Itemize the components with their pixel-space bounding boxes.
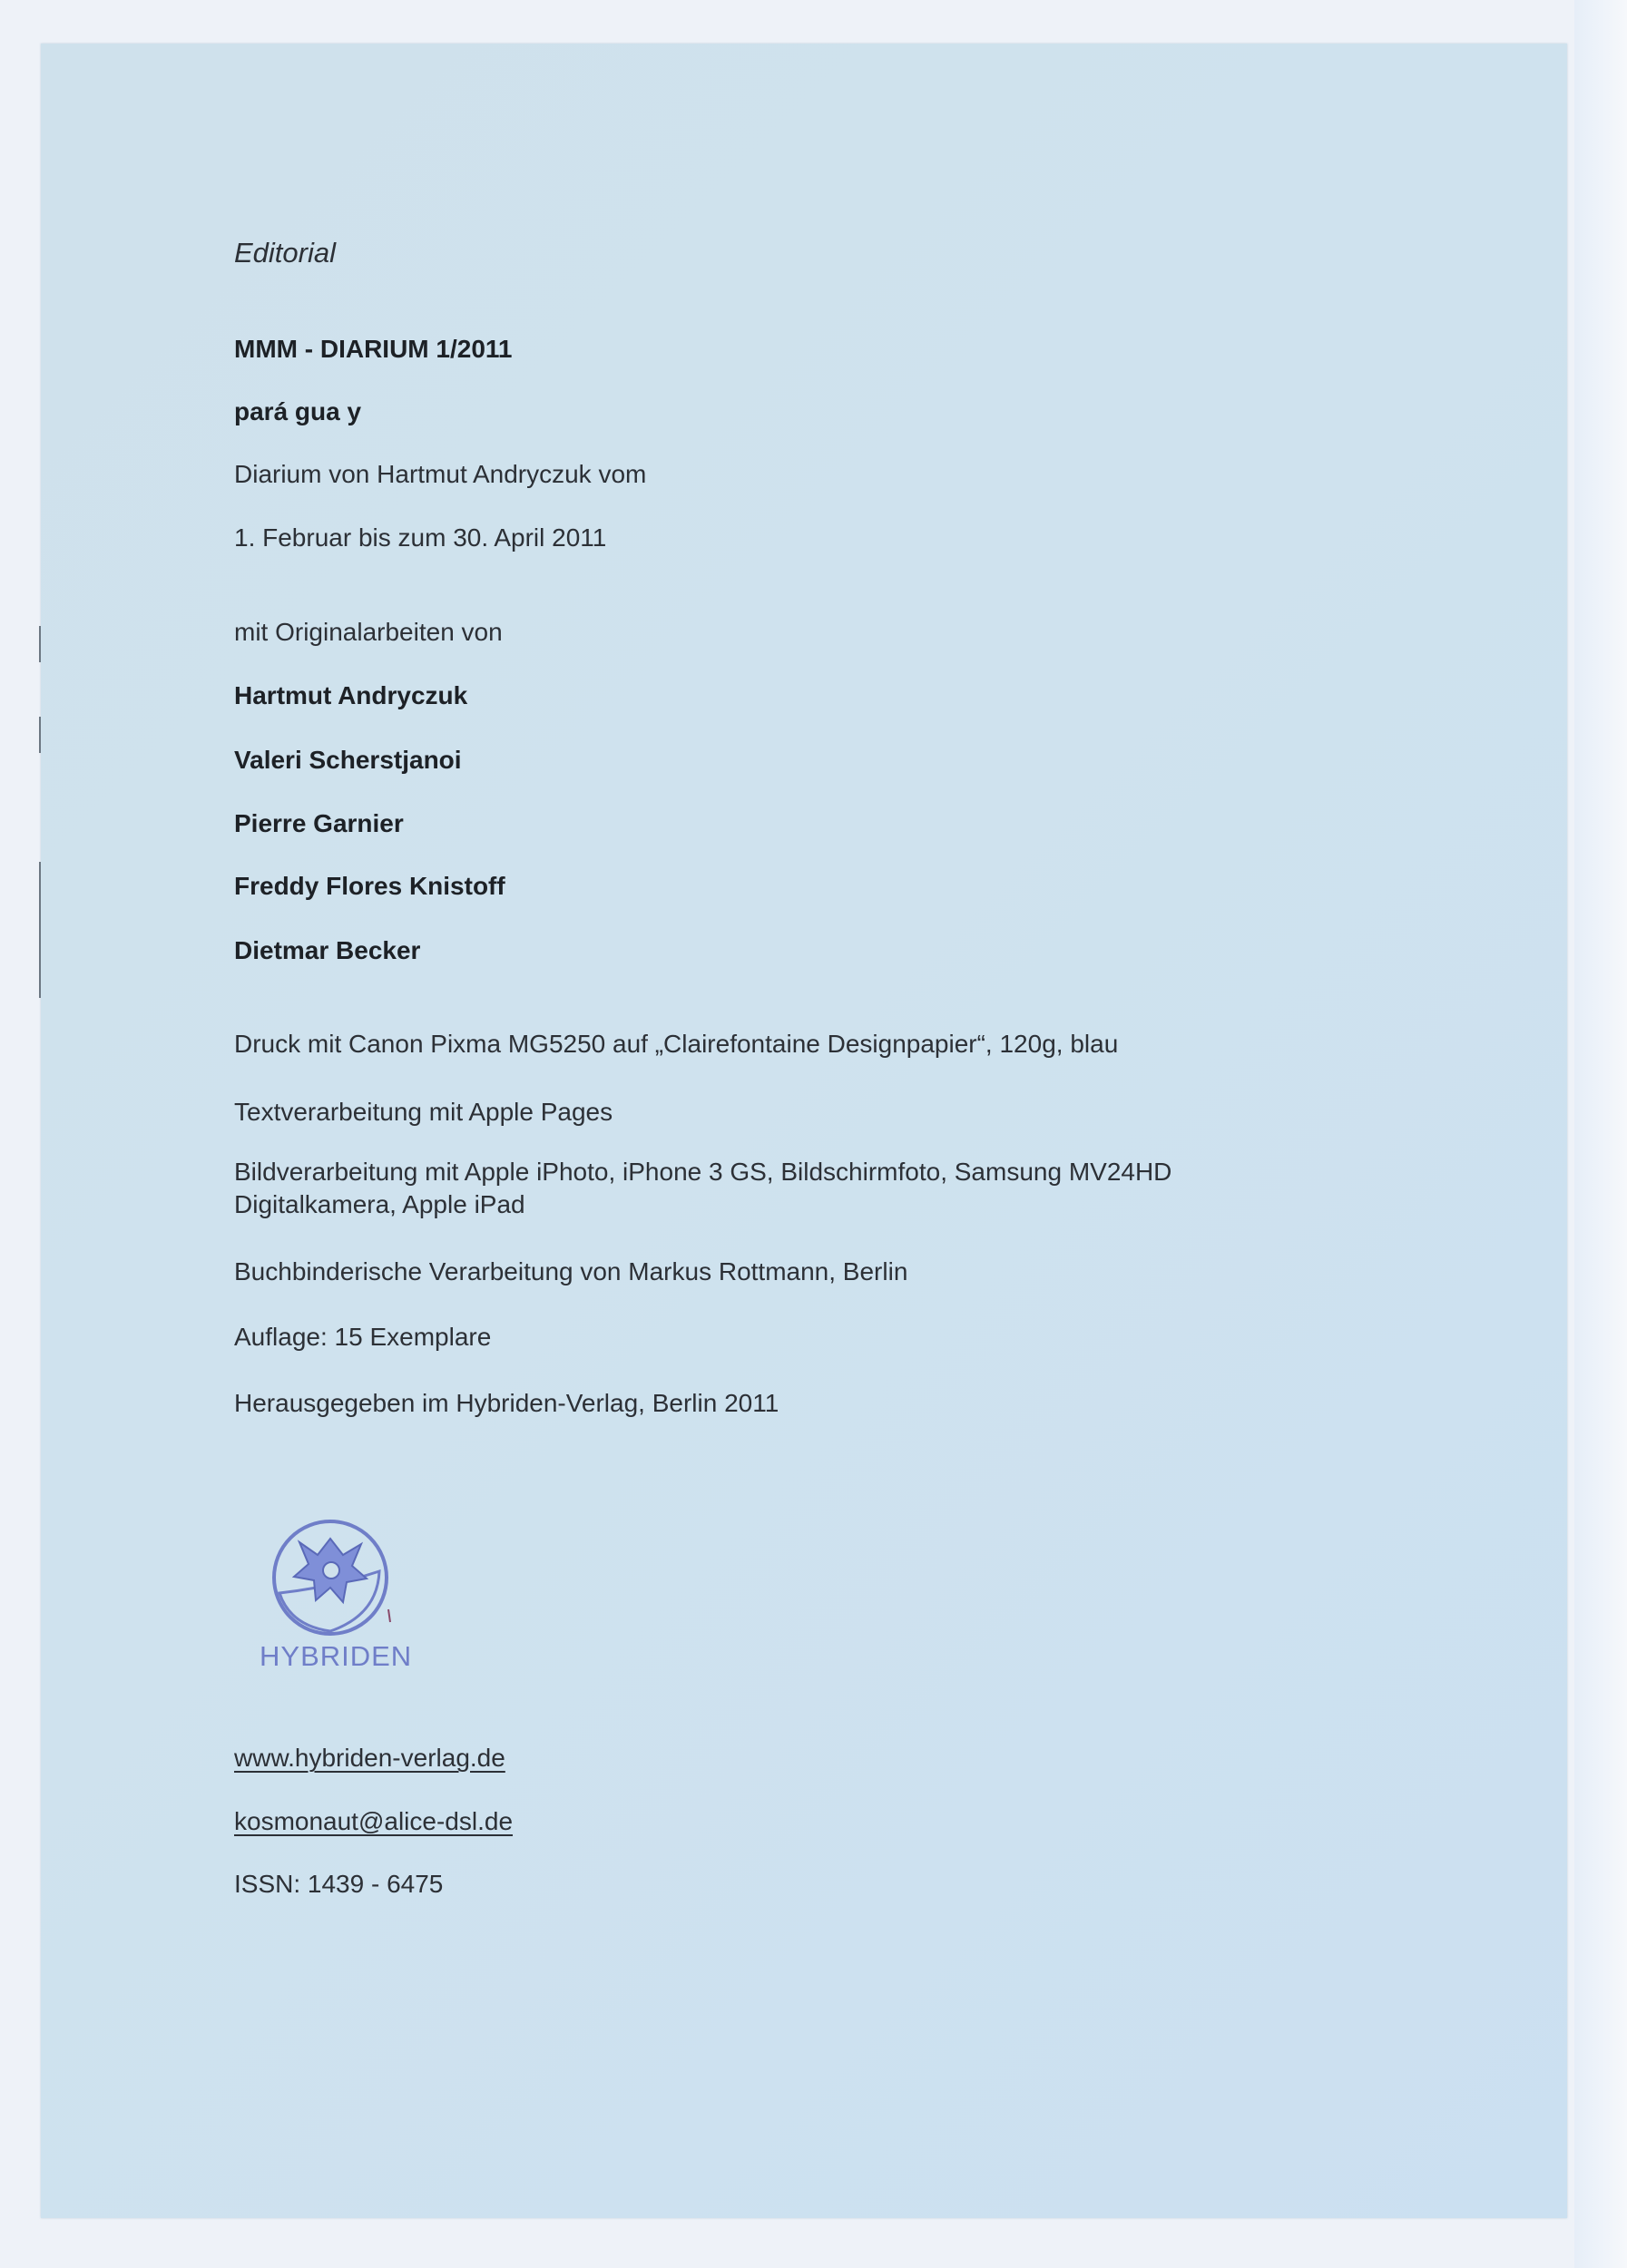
publisher-info: Herausgegeben im Hybriden-Verlag, Berlin 2011 [234,1389,779,1417]
binding-mark [39,717,41,753]
contributor-name: Pierre Garnier [234,809,404,837]
binding-mark [39,626,41,662]
contributor-name: Freddy Flores Knistoff [234,872,505,900]
contributor-name: Hartmut Andryczuk [234,681,468,709]
publication-title: MMM - DIARIUM 1/2011 [234,335,513,363]
issn-number: ISSN: 1439 - 6475 [234,1870,444,1898]
print-info: Druck mit Canon Pixma MG5250 auf „Clairefontaine Designpapier“, 120g, blau [234,1030,1119,1058]
publication-subtitle: pará gua y [234,397,362,425]
website-link[interactable]: www.hybriden-verlag.de [234,1744,505,1772]
contributor-name: Dietmar Becker [234,936,421,964]
stamp-logo-text: HYBRIDEN [260,1640,413,1672]
text-processing-info: Textverarbeitung mit Apple Pages [234,1098,613,1126]
email-link[interactable]: kosmonaut@alice-dsl.de [234,1807,514,1835]
binding-mark [39,862,41,998]
image-processing-line: Digitalkamera, Apple iPad [234,1190,525,1218]
image-processing-info [234,1156,1171,1221]
section-heading: Editorial [234,237,336,269]
edition-info: Auflage: 15 Exemplare [234,1323,492,1351]
contributor-name: Valeri Scherstjanoi [234,746,462,774]
diary-date-range: 1. Februar bis zum 30. April 2011 [234,523,607,552]
binding-info: Buchbinderische Verarbeitung von Markus Rottmann, Berlin [234,1257,908,1286]
diary-description: Diarium von Hartmut Andryczuk vom [234,460,647,488]
background-edge [1574,0,1627,2268]
image-processing-line: Bildverarbeitung mit Apple iPhoto, iPhone 3 GS, Bildschirmfoto, Samsung MV24HD [234,1158,1172,1186]
contributors-intro: mit Originalarbeiten von [234,618,503,646]
